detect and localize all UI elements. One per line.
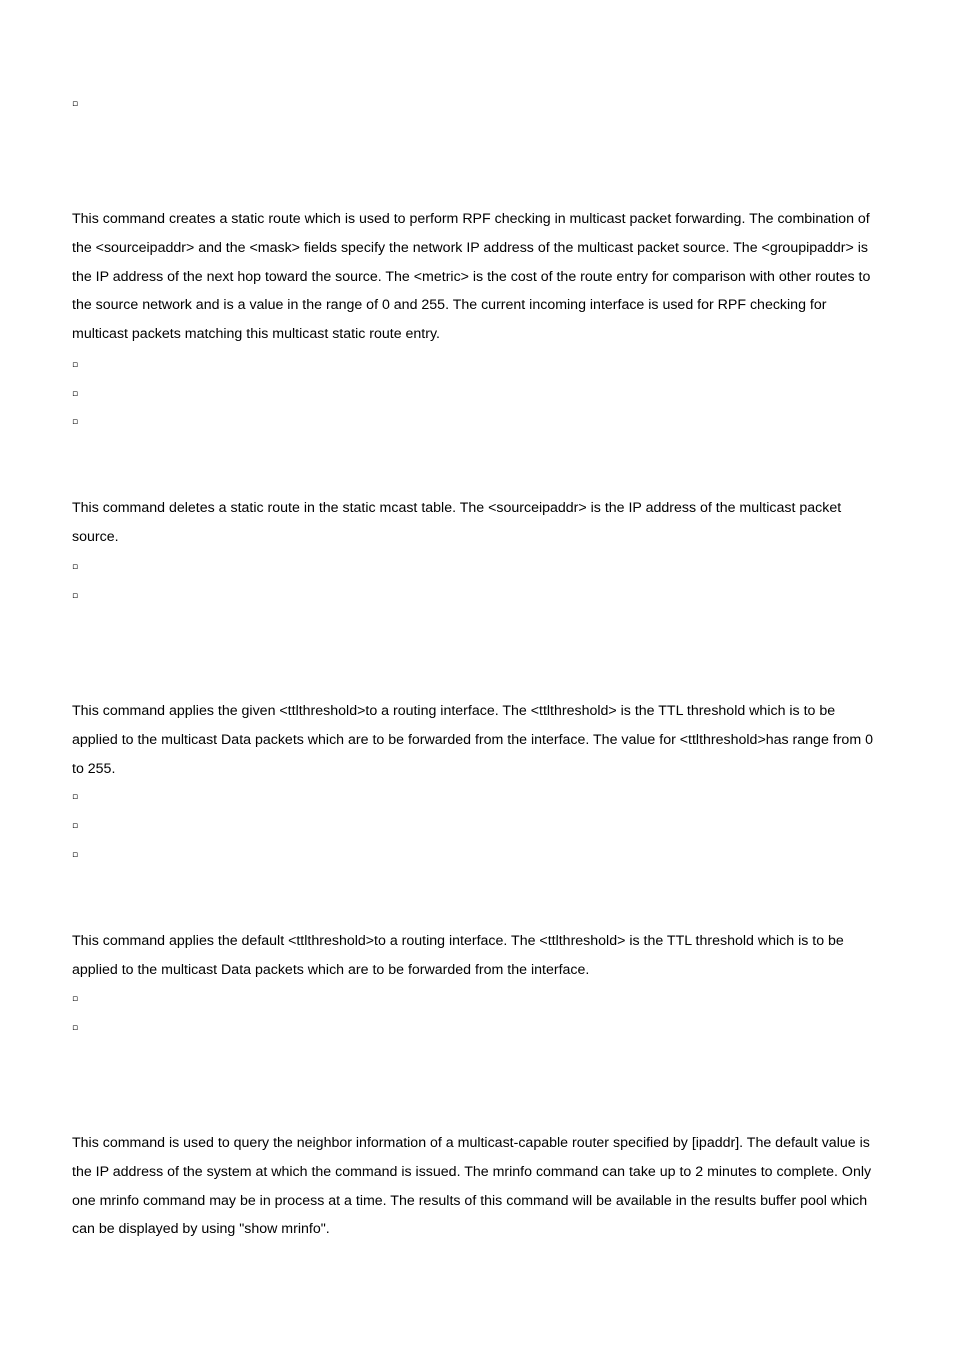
bullet-marker: ▫ [72, 994, 79, 1004]
bullet-marker: ▫ [72, 360, 79, 370]
paragraph-mrinfo: This command is used to query the neighbor information of a multicast-capable router specified by [ipaddr]. The default value is the IP address of the system at which the command is issued. The mrinfo command can take up to 2 minutes to complete. Only one mrinfo command may be in process at a time. The results of this command will be available in the results buffer pool which can be displayed by using "show mrinfo". [72, 1135, 872, 1238]
paragraph-ttl-threshold-default: This command applies the default <ttlthreshold>to a routing interface. The <ttlthreshold> is the TTL threshold which is to be applied to the multicast Data packets which are to be forwarded from the interface. [72, 933, 844, 978]
bullet-marker: ▫ [72, 99, 79, 109]
bullet-marker: ▫ [72, 417, 79, 427]
paragraph-static-route-delete: This command deletes a static route in the static mcast table. The <sourceipaddr> is the IP address of the multicast packet source. [72, 500, 842, 545]
bullet-marker: ▫ [72, 821, 79, 831]
bullet-marker: ▫ [72, 389, 79, 399]
bullet-marker: ▫ [72, 1023, 79, 1033]
paragraph-ttl-threshold-apply: This command applies the given <ttlthreshold>to a routing interface. The <ttlthreshold> is the TTL threshold which is to be applied to the multicast Data packets which are to be forwarded from the interface. The value for <ttlthreshold>has range from 0 to 255. [72, 703, 873, 777]
bullet-marker: ▫ [72, 591, 79, 601]
paragraph-static-route-create: This command creates a static route which is used to perform RPF checking in multicast packet forwarding. The combination of the <sourceipaddr> and the <mask> fields specify the network IP address of the multicast packet source. The <groupipaddr> is the IP address of the next hop toward the source. The <metric> is the cost of the route entry for comparison with other routes to the source network and is a value in the range of 0 and 255. The current incoming interface is used for RPF checking for multicast packets matching this multicast static route entry. [72, 211, 871, 343]
bullet-marker: ▫ [72, 792, 79, 802]
bullet-marker: ▫ [72, 850, 79, 860]
bullet-marker: ▫ [72, 562, 79, 572]
